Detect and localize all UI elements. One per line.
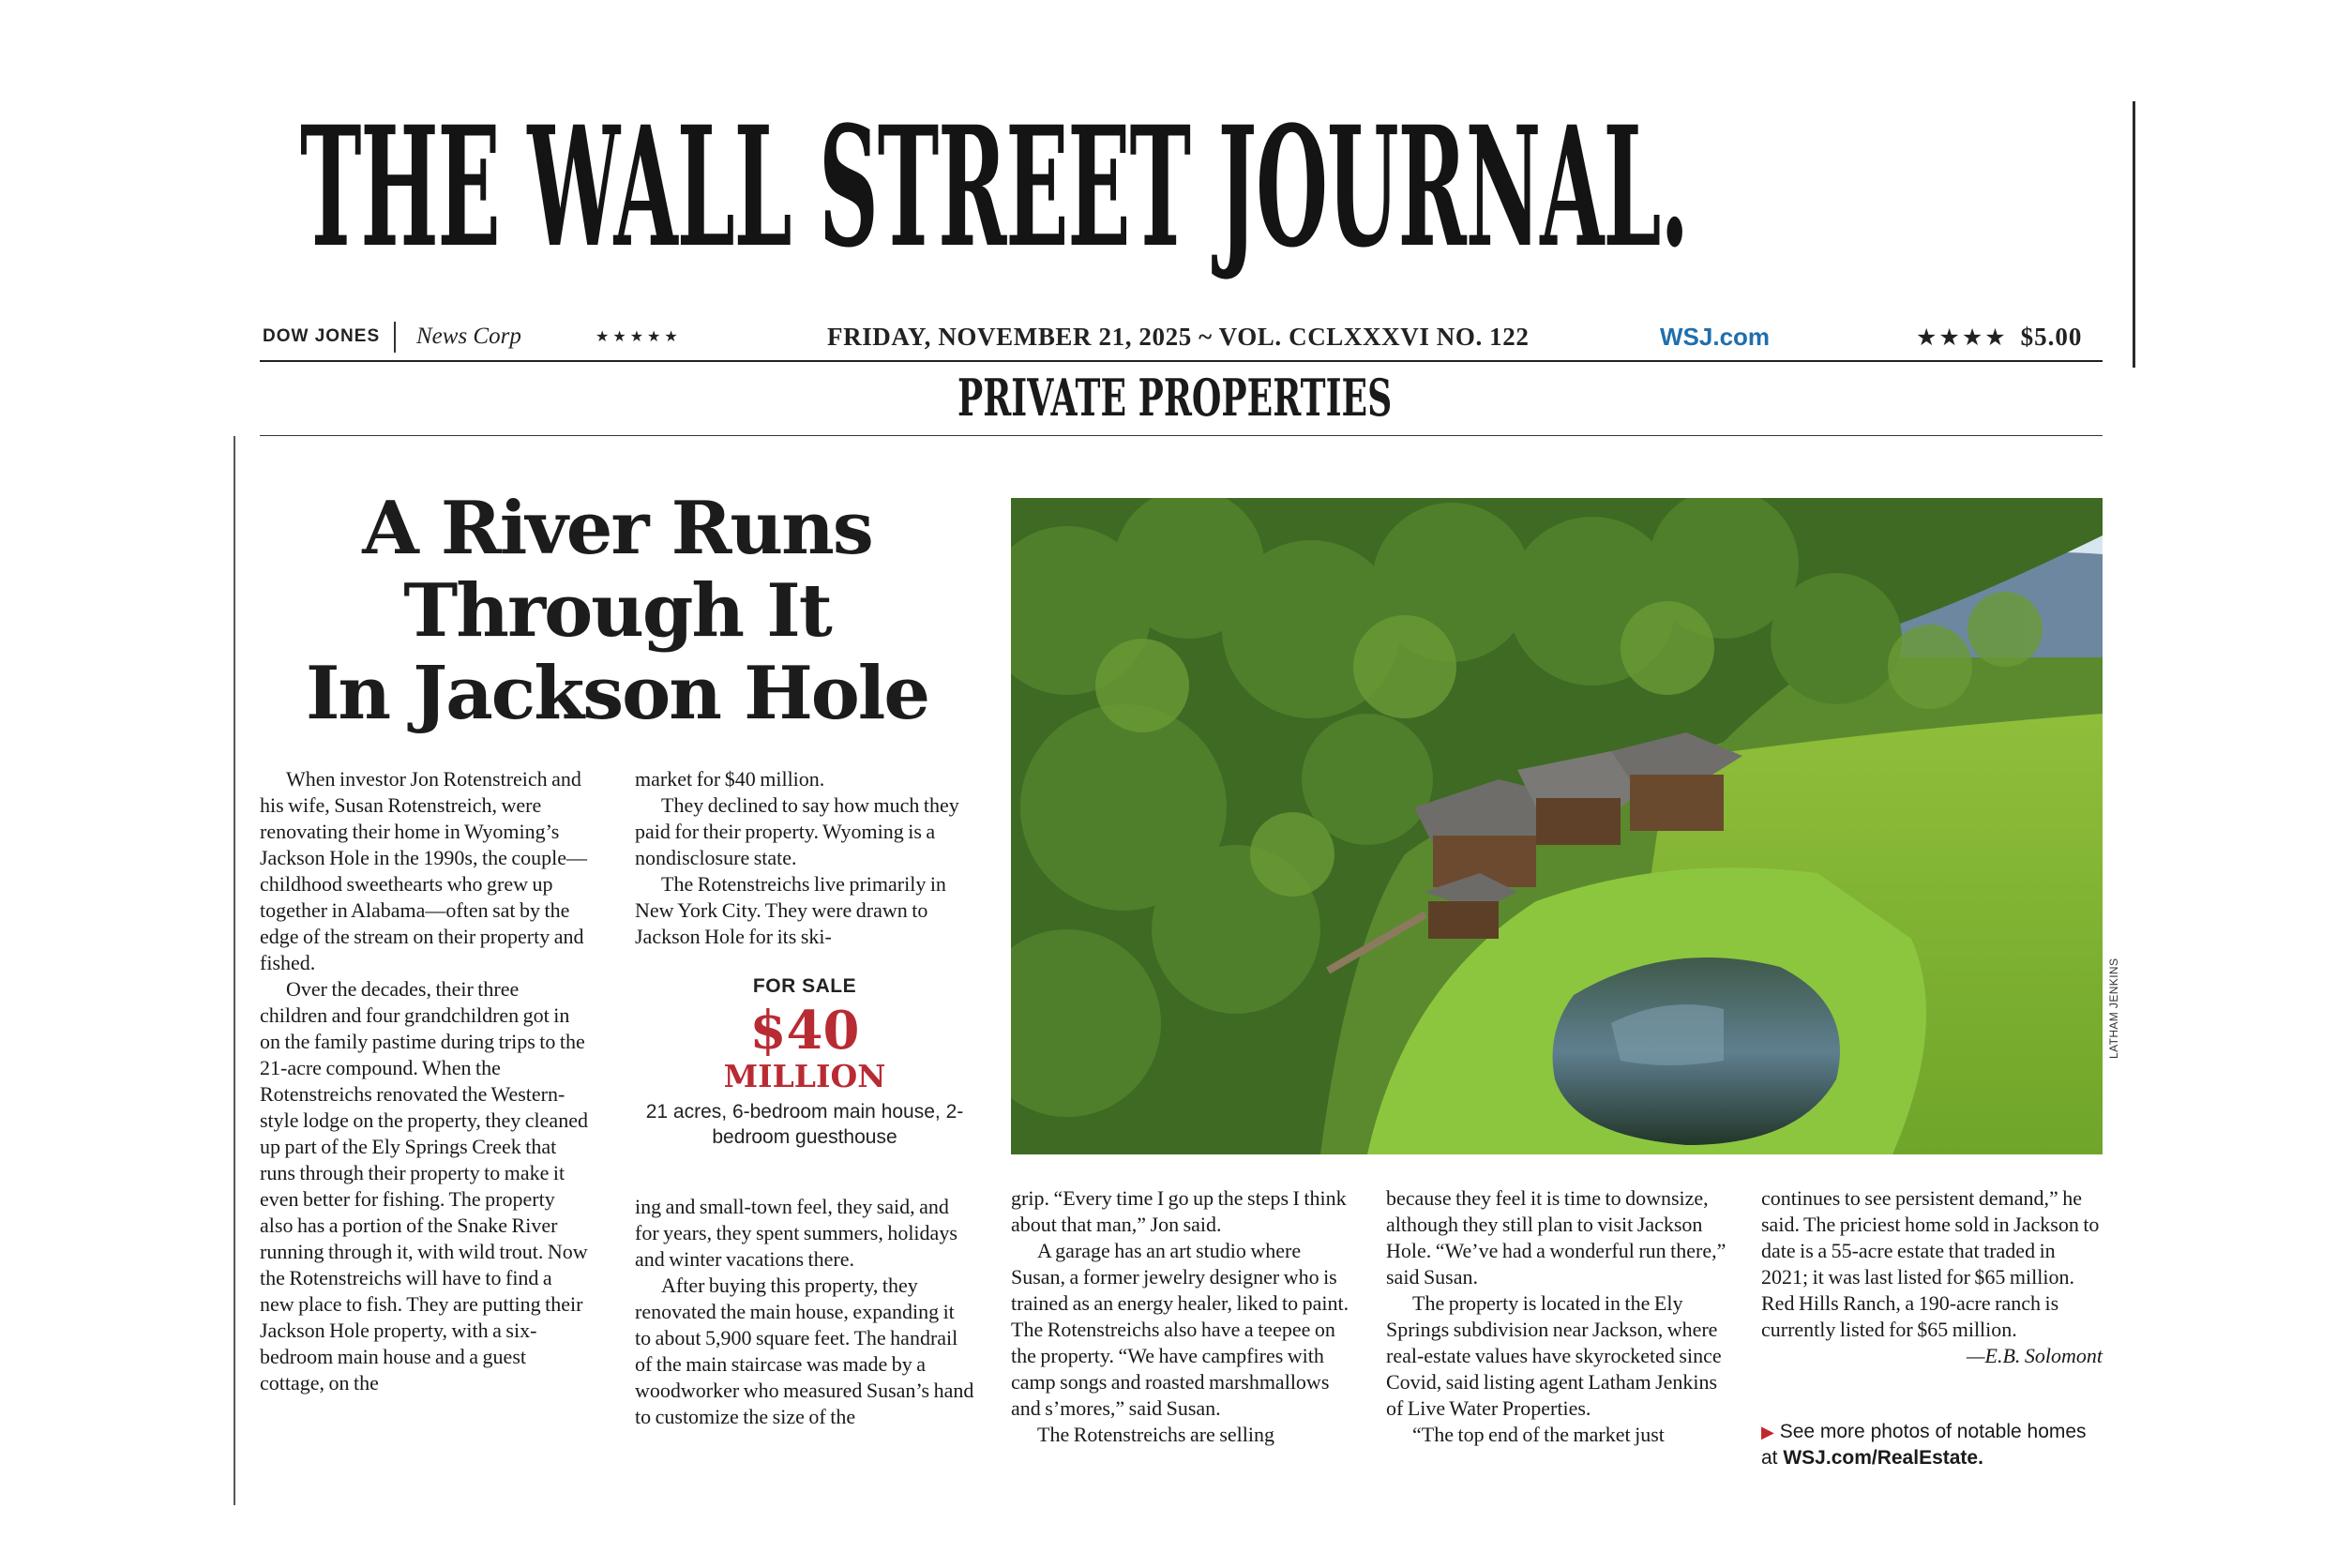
masthead-title: THE WALL STREET JOURNAL. — [300, 90, 1689, 284]
masthead-side-rule — [2133, 101, 2135, 368]
paragraph: After buying this property, they renovated the main house, expanding it to about 5,900 square feet. The handrail of the main staircase was made by a woodworker who measured Susan’s hand to customize the size of the — [635, 1274, 974, 1428]
for-sale-details: 21 acres, 6-bedroom main house, 2-bedroom guesthouse — [645, 1101, 964, 1148]
headline — [260, 488, 974, 735]
edition-stars-left: ★★★★★ — [596, 327, 682, 345]
headline-line: Through It — [403, 568, 831, 654]
news-corp-logo: News Corp — [416, 324, 521, 349]
price-area — [1916, 321, 2082, 353]
paragraph: continues to see persistent demand,” he said. The priciest home sold in Jackson to date is a 55-acre estate that traded in 2021; it was last listed for $65 million. Red Hills Ranch, a 190-acre ranch is currently listed for $65 million. — [1761, 1186, 2100, 1341]
for-sale-box — [635, 975, 974, 1150]
paragraph: They declined to say how much they paid for their property. Wyoming is a nondisclosure state. — [635, 793, 959, 869]
real-estate-link[interactable]: WSJ.com/RealEstate. — [1783, 1447, 1983, 1469]
see-more-text: See more photos of notable homes at — [1761, 1421, 2087, 1469]
paragraph: grip. “Every time I go up the steps I think about that man,” Jon said. — [1011, 1186, 1347, 1236]
edition-stars-right: ★★★★ — [1916, 324, 2008, 351]
photo-credit: LATHAM JENKINS — [2107, 957, 2120, 1059]
paragraph: When investor Jon Rotenstreich and his wife, Susan Rotenstreich, were renovating their home in Wyoming’s Jackson Hole in the 1990s, the couple—childhood sweethearts who grew up together in Alabama—often sat by the edge of the stream on their property and fished. — [260, 767, 587, 974]
masthead-rule — [260, 360, 2103, 362]
for-sale-unit: MILLION — [723, 1058, 886, 1094]
section-rule — [260, 435, 2103, 436]
paragraph: because they feel it is time to downsize, although they still plan to visit Jackson Hole. “We’ve had a wonderful run there,” said Susan. — [1386, 1186, 1726, 1289]
headline-line: In Jackson Hole — [305, 651, 929, 736]
article-column-4 — [1386, 1185, 1731, 1448]
for-sale-label: FOR SALE — [752, 975, 857, 997]
website-link[interactable]: WSJ.com — [1660, 323, 1771, 351]
see-more-promo[interactable] — [1761, 1419, 2103, 1471]
play-arrow-icon: ▶ — [1761, 1423, 1774, 1441]
left-column-rule — [234, 436, 235, 1505]
paragraph: Over the decades, their three children and four grandchildren got in on the family pastime during trips to the 21-acre compound. When the Rotenstreichs renovated the Western-style lodge on the property, they cleaned up part of the Ely Springs Creek that runs through their property to make it even better for fishing. The property also has a portion of the Snake River running through it, with wild trout. Now the Rotenstreichs will have to find a new place to fish. They are putting their Jackson Hole property, with a six-bedroom main house and a guest cottage, on the — [260, 977, 588, 1395]
headline-line: A River Runs — [362, 486, 872, 571]
paragraph: The Rotenstreichs live primarily in New York City. They were drawn to Jackson Hole for its ski- — [635, 872, 946, 948]
article-column-2-bottom — [635, 1194, 974, 1430]
paragraph: “The top end of the market just — [1412, 1423, 1665, 1446]
paragraph: The property is located in the Ely Springs subdivision near Jackson, where real-estate values have skyrocketed since Covid, said listing agent Latham Jenkins of Live Water Properties. — [1386, 1291, 1722, 1420]
byline: —E.B. Solomont — [1966, 1344, 2103, 1367]
paragraph: A garage has an art studio where Susan, a former jewelry designer who is trained as an energy healer, liked to paint. The Rotenstreichs also have a teepee on the property. “We have campfires with camp songs and roasted marshmallows and s’mores,” said Susan. — [1011, 1239, 1349, 1420]
paragraph: market for $40 million. — [635, 767, 825, 791]
section-label: PRIVATE PROPERTIES — [957, 368, 1393, 428]
article-column-1 — [260, 766, 590, 1396]
paragraph: The Rotenstreichs are selling — [1037, 1423, 1274, 1446]
cover-price: $5.00 — [2020, 323, 2083, 351]
for-sale-price: $40 — [749, 1000, 860, 1062]
dow-jones-logo: DOW JONES — [263, 326, 381, 346]
article-column-5 — [1761, 1185, 2103, 1369]
article-column-2-top — [635, 766, 974, 950]
logo-divider — [394, 322, 396, 353]
aerial-ranch-image — [1011, 498, 2103, 1154]
dateline: FRIDAY, NOVEMBER 21, 2025 ~ VOL. CCLXXXVI NO. 122 — [827, 323, 1530, 351]
property-photo — [1011, 498, 2103, 1154]
article-column-3 — [1011, 1185, 1356, 1448]
paragraph: ing and small-town feel, they said, and for years, they spent summers, holidays and winter vacations there. — [635, 1195, 957, 1271]
